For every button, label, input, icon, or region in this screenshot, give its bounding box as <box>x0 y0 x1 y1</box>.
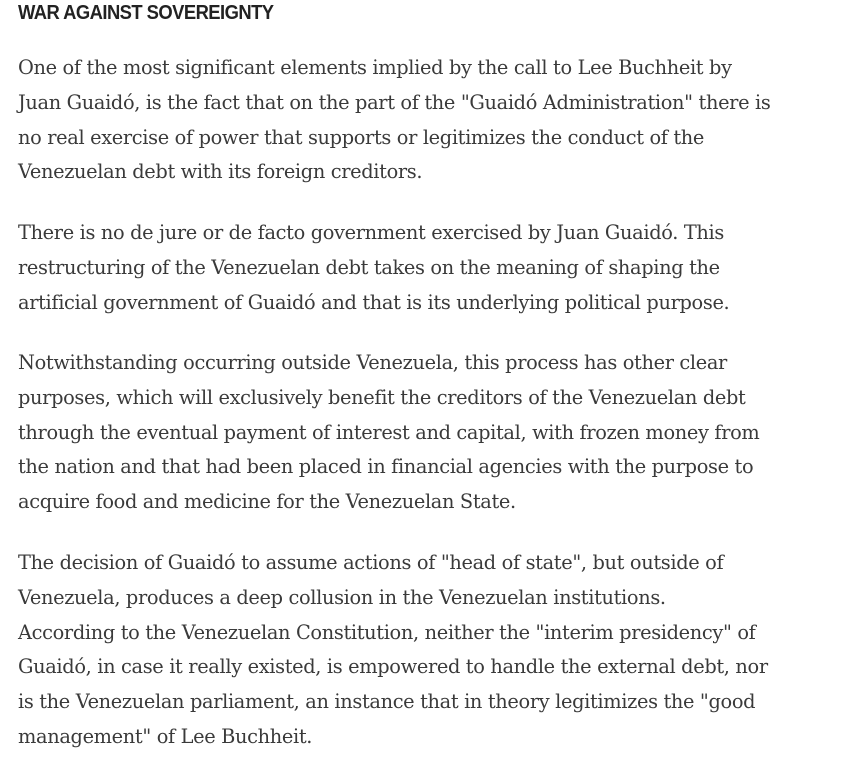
paragraph-1-line: One of the most significant elements implied by the call to Lee Buchheit by <box>18 56 732 79</box>
paragraph-3-line: the nation and that had been placed in financial agencies with the purpose to <box>18 455 754 479</box>
paragraph-3-line: Notwithstanding occurring outside Venezuela, this process has other clear <box>18 351 727 374</box>
paragraph-2-line: There is no de jure or de facto government exercised by Juan Guaidó. This <box>18 221 724 244</box>
paragraph-4 <box>18 546 850 755</box>
paragraph-1 <box>18 51 850 190</box>
paragraph-3-line: purposes, which will exclusively benefit the creditors of the Venezuelan debt <box>18 385 746 409</box>
paragraph-4-line: Venezuela, produces a deep collusion in the Venezuelan institutions. <box>18 585 666 609</box>
paragraph-4-line: Guaidó, in case it really existed, is empowered to handle the external debt, nor <box>18 655 768 679</box>
paragraph-4-line: is the Venezuelan parliament, an instance that in theory legitimizes the "good <box>18 690 756 714</box>
paragraph-2 <box>18 216 850 320</box>
article-body <box>18 0 848 748</box>
paragraph-2-line: artificial government of Guaidó and that is its underlying political purpose. <box>18 290 730 314</box>
paragraph-4-line: management" of Lee Buchheit. <box>18 724 313 748</box>
paragraph-4-line: According to the Venezuelan Constitution, neither the "interim presidency" of <box>18 620 756 644</box>
paragraph-3-line: through the eventual payment of interest and capital, with frozen money from <box>18 420 760 444</box>
section-heading: WAR AGAINST SOVEREIGNTY <box>18 2 274 24</box>
paragraph-3 <box>18 346 850 520</box>
paragraph-3-line: acquire food and medicine for the Venezuelan State. <box>18 490 516 514</box>
paragraph-1-line: Venezuelan debt with its foreign creditors. <box>18 160 423 184</box>
paragraph-2-line: restructuring of the Venezuelan debt takes on the meaning of shaping the <box>18 255 720 279</box>
paragraph-1-line: no real exercise of power that supports or legitimizes the conduct of the <box>18 125 705 149</box>
paragraph-4-line: The decision of Guaidó to assume actions of "head of state", but outside of <box>18 551 724 574</box>
paragraph-1-line: Juan Guaidó, is the fact that on the part of the "Guaidó Administration" there is <box>18 90 771 114</box>
